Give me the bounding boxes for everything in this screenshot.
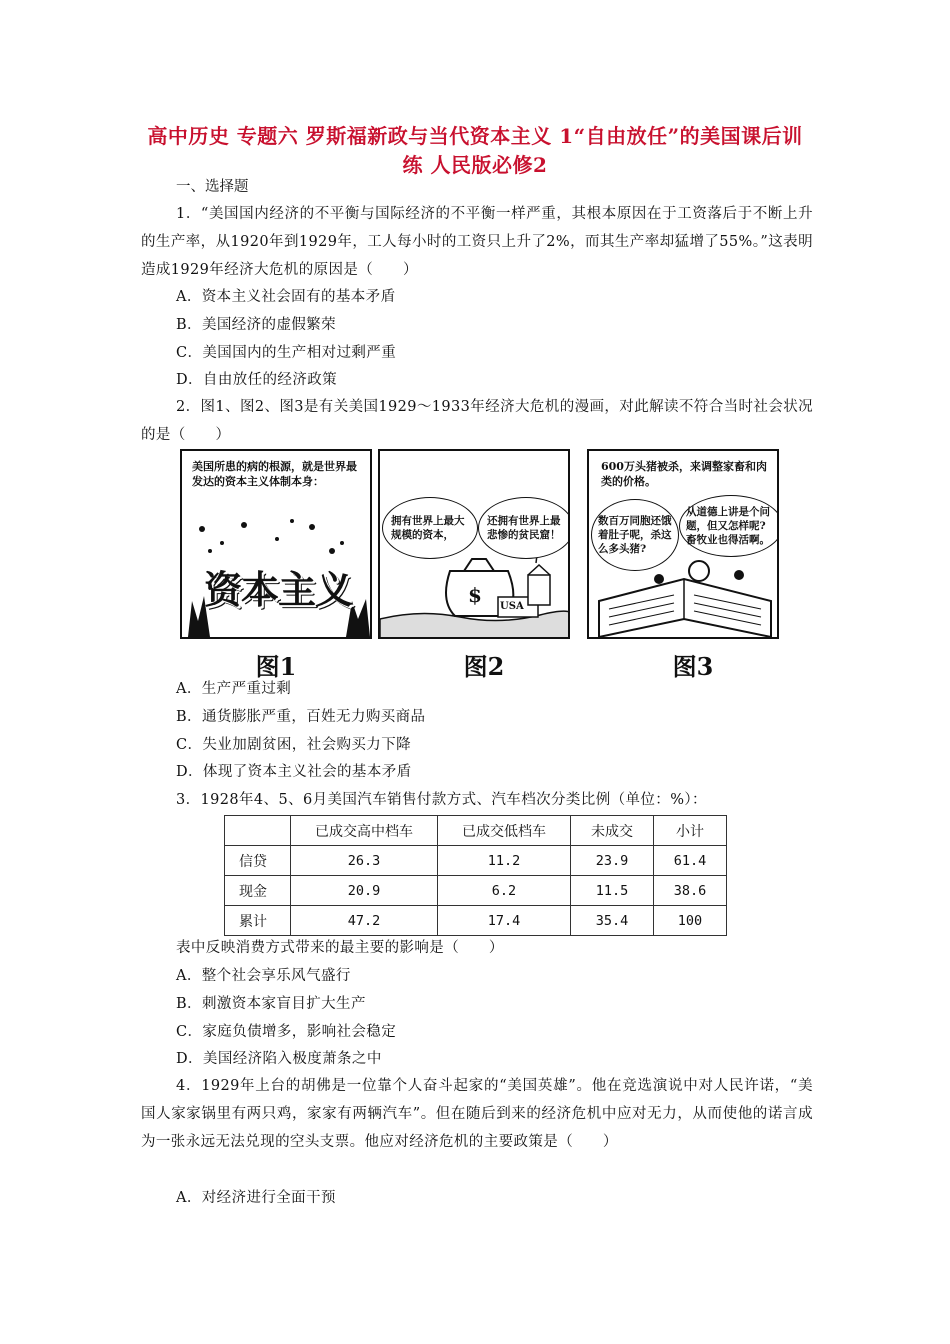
table-cell: 23.9 [571, 846, 654, 876]
panel-3-bubble-left: 数百万同胞还饿着肚子呢，杀这么多头猪? [591, 499, 679, 571]
table-row-label: 信贷 [225, 846, 291, 876]
table-cell: 11.5 [571, 876, 654, 906]
question-1-option-c: C．美国国内的生产相对过剩严重 [176, 345, 397, 361]
question-2-option-d: D．体现了资本主义社会的基本矛盾 [176, 764, 412, 780]
table-header-cell: 已成交低档车 [438, 816, 571, 846]
usa-label: USA [500, 601, 524, 612]
question-3-option-d: D．美国经济陷入极度萧条之中 [176, 1051, 382, 1067]
question-4-option-a: A．对经济进行全面干预 [176, 1190, 336, 1206]
table-row [225, 846, 727, 876]
question-2-option-b: B．通货膨胀严重，百姓无力购买商品 [176, 709, 426, 725]
question-2-stem: 2．图1、图2、图3是有关美国1929～1933年经济大危机的漫画，对此解读不符合当时社会状况的是（ ） [141, 399, 814, 443]
question-4-stem: 4．1929年上台的胡佛是一位靠个人奋斗起家的“美国英雄”。他在竞选演说中对人民许诺，“美国人家家锅里有两只鸡，家家有两辆汽车”。但在随后到来的经济危机中应对无力，从而使他的诺言成为一张永远无法兑现的空头支票。他应对经济危机的主要政策是（ ） [141, 1078, 813, 1150]
cartoon-panel-1 [180, 449, 372, 639]
table-header-cell: 未成交 [571, 816, 654, 846]
cartoon-figure [175, 449, 815, 685]
question-1-option-a: A．资本主义社会固有的基本矛盾 [176, 289, 396, 305]
question-1-option-b: B．美国经济的虚假繁荣 [176, 317, 337, 333]
cartoon-panel-3 [587, 449, 779, 639]
page-title: 高中历史 专题六 罗斯福新政与当代资本主义 1“自由放任”的美国课后训练 人民版必修2 [147, 124, 803, 177]
table-cell: 47.2 [291, 906, 438, 936]
panel-3-caption-text: 600万头猪被杀，来调整家畜和肉类的价格。 [601, 460, 767, 488]
panel-2-bubble-left: 拥有世界上最大规模的资本， [382, 497, 478, 559]
table-cell: 100 [654, 906, 727, 936]
panel-2-bubble-right: 还拥有世界上最悲惨的贫民窟！ [478, 497, 570, 559]
table-row-label: 现金 [225, 876, 291, 906]
question-1-option-d: D．自由放任的经济政策 [176, 372, 338, 388]
question-3-option-b: B．刺激资本家盲目扩大生产 [176, 996, 366, 1012]
cartoon-panel-2 [378, 449, 570, 639]
table-row [225, 906, 727, 936]
question-3-stem: 3．1928年4、5、6月美国汽车销售付款方式、汽车档次分类比例（单位：%）： [176, 792, 707, 808]
panel-1-big-word: 资本主义 [203, 568, 352, 612]
sales-table [224, 815, 727, 936]
figure-caption-3: 图3 [672, 652, 714, 681]
table-cell: 38.6 [654, 876, 727, 906]
figure-caption-2: 图2 [463, 652, 505, 681]
table-cell: 6.2 [438, 876, 571, 906]
money-bag-symbol: $ [468, 583, 482, 607]
table-cell: 26.3 [291, 846, 438, 876]
table-cell: 61.4 [654, 846, 727, 876]
panel-3-bubble-right: 从道德上讲是个问题，但又怎样呢?畜牧业也得活啊。 [679, 495, 779, 557]
question-2-option-a: A．生产严重过剩 [176, 681, 292, 697]
table-row-label: 累计 [225, 906, 291, 936]
question-3-option-c: C．家庭负债增多，影响社会稳定 [176, 1024, 397, 1040]
table-header-cell: 小计 [654, 816, 727, 846]
table-cell: 35.4 [571, 906, 654, 936]
table-header-cell: 已成交高中档车 [291, 816, 438, 846]
question-1-stem: 1．“美国国内经济的不平衡与国际经济的不平衡一样严重，其根本原因在于工资落后于不断上升的生产率，从1920年到1929年，工人每小时的工资只上升了2%，而其生产率却猛增了55%。”这表明造成1929年经济大危机的原因是（ ） [141, 206, 813, 278]
table-cell: 17.4 [438, 906, 571, 936]
table-row [225, 876, 727, 906]
section-heading: 一、选择题 [176, 179, 249, 195]
table-header-cell [225, 816, 291, 846]
figure-caption-1: 图1 [255, 652, 297, 681]
panel-1-caption-text: 美国所患的病的根源，就是世界最发达的资本主义体制本身： [192, 460, 357, 488]
question-3-option-a: A．整个社会享乐风气盛行 [176, 968, 351, 984]
question-3-prompt: 表中反映消费方式带来的最主要的影响是（ ） [176, 940, 504, 956]
question-2-option-c: C．失业加剧贫困，社会购买力下降 [176, 737, 411, 753]
table-cell: 11.2 [438, 846, 571, 876]
table-header-row [225, 816, 727, 846]
table-cell: 20.9 [291, 876, 438, 906]
